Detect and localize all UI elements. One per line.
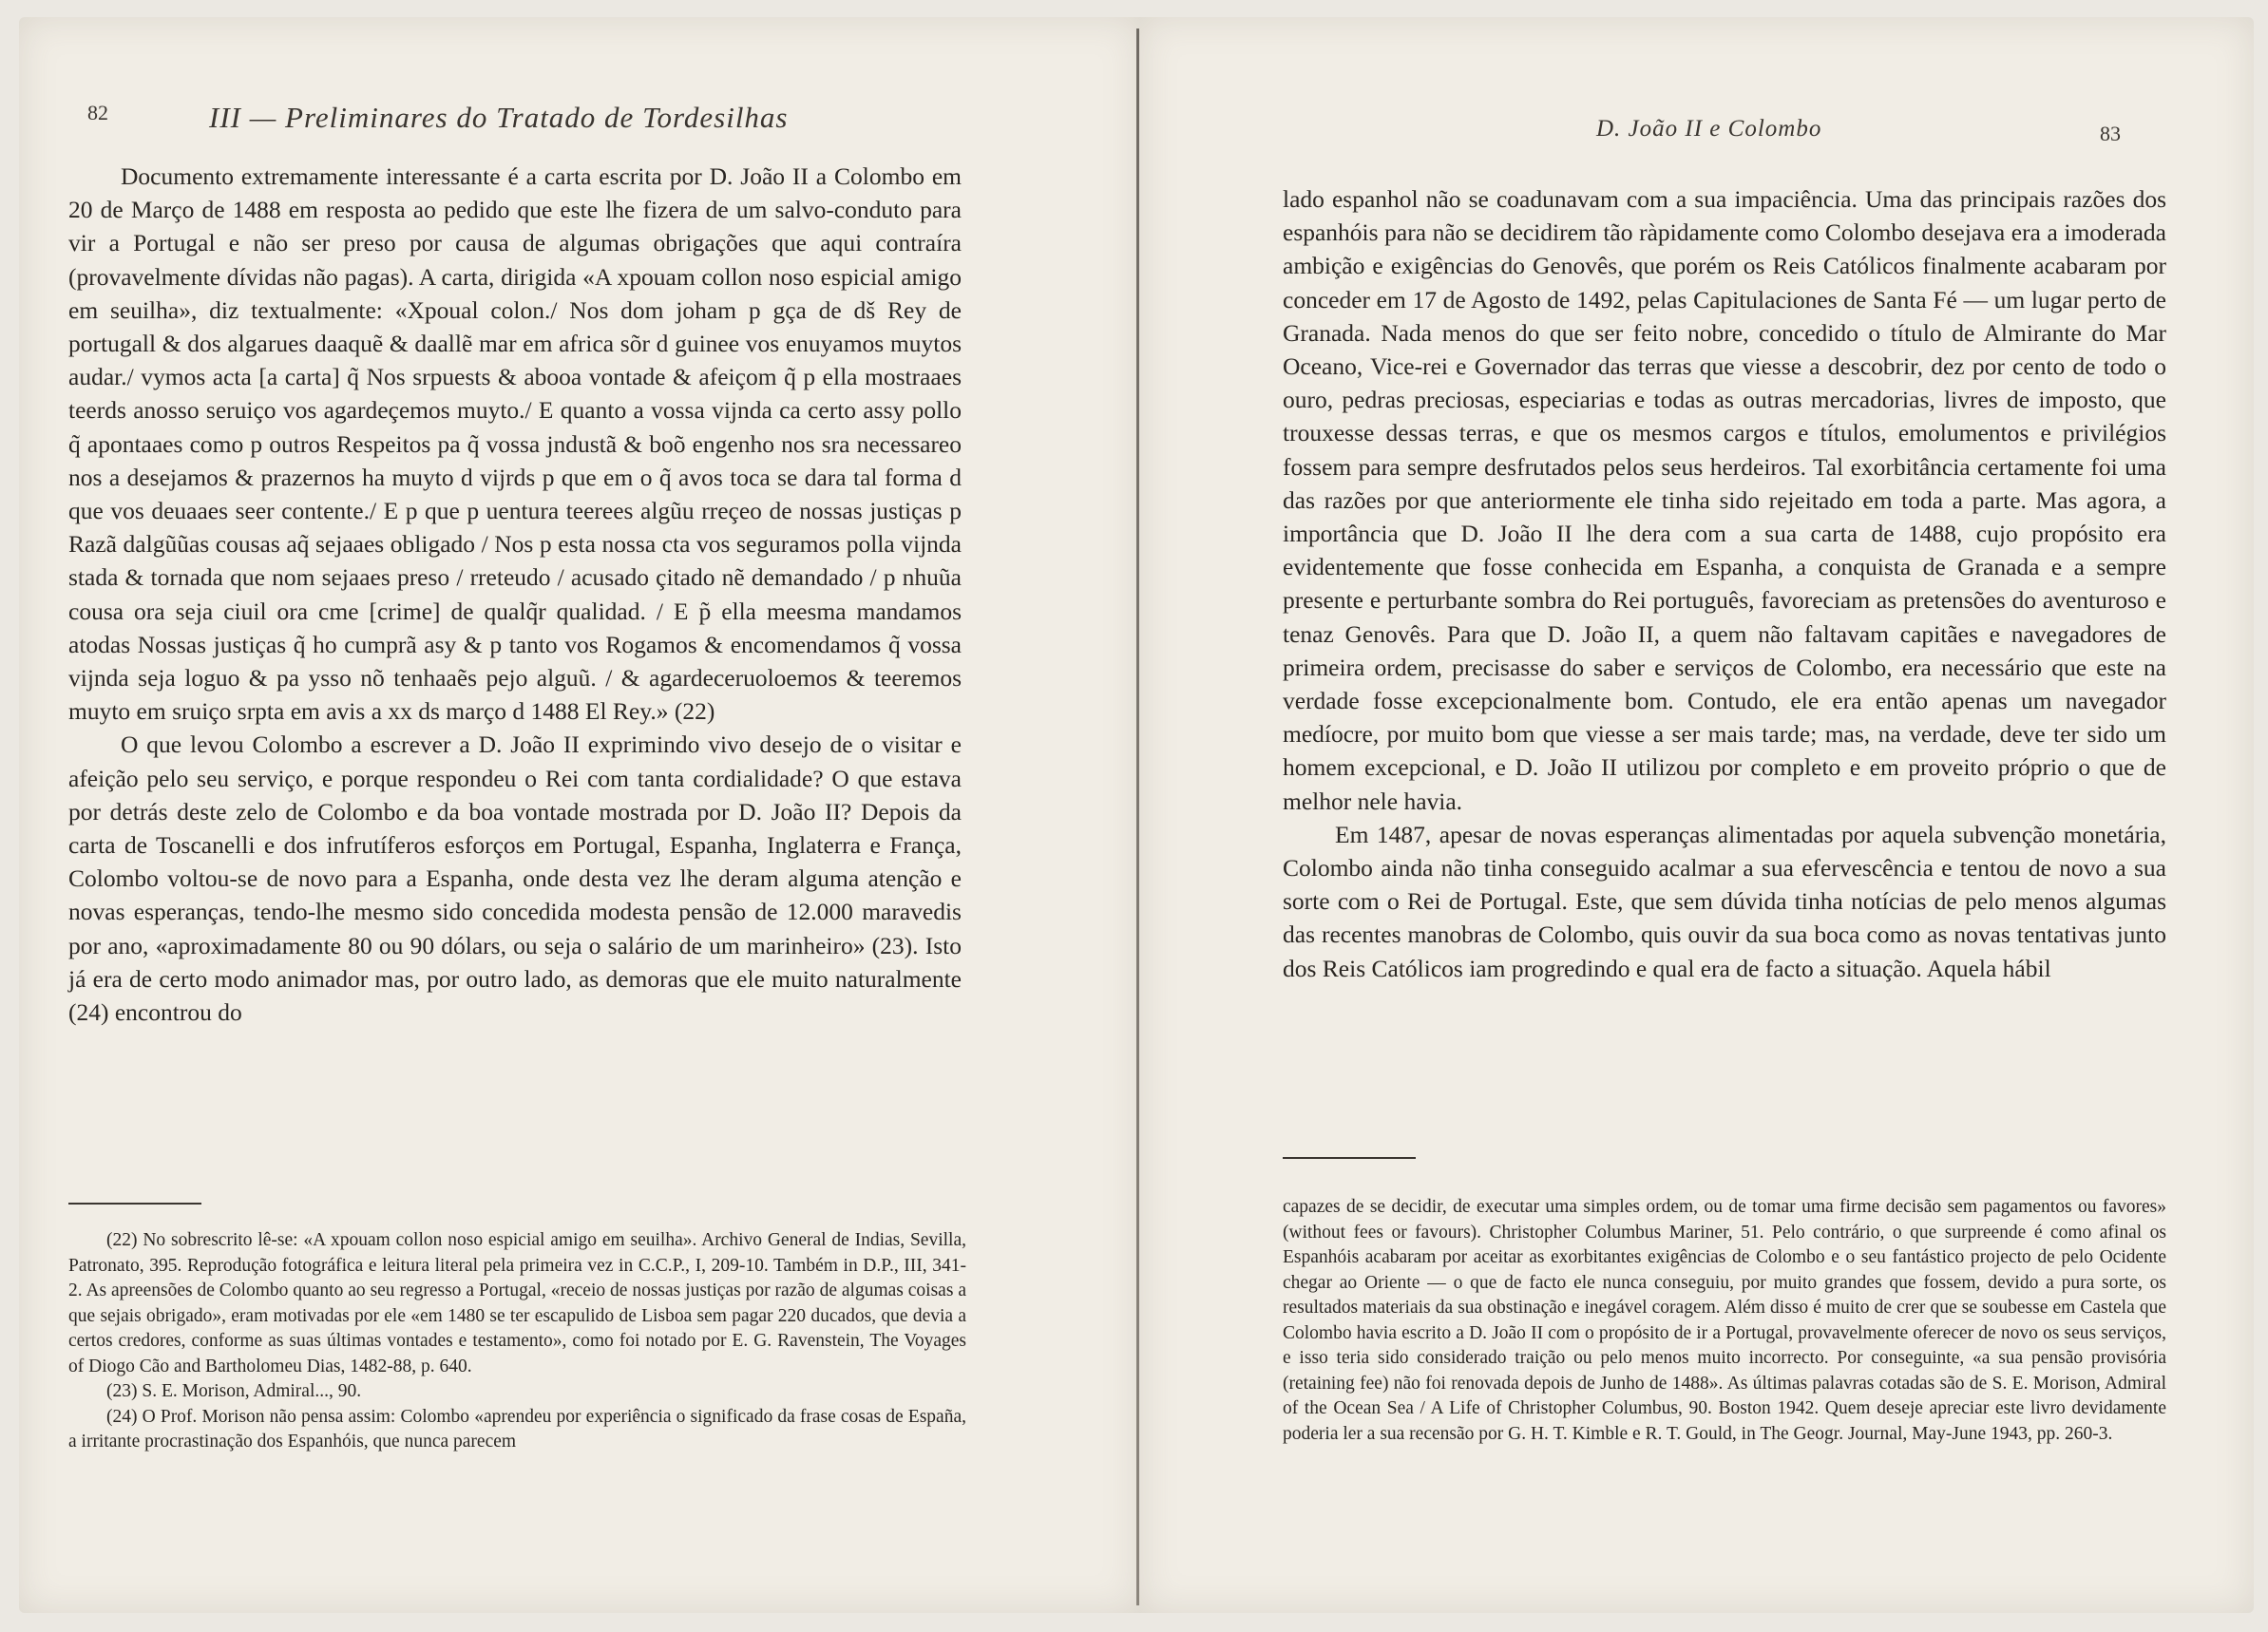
body-text xyxy=(1283,182,2166,985)
page-gutter xyxy=(1136,28,1139,1605)
left-page xyxy=(19,17,1140,1613)
footnotes xyxy=(68,1228,966,1455)
page-number: 83 xyxy=(2100,122,2121,145)
running-head: D. João II e Colombo xyxy=(1596,116,1822,142)
footnotes xyxy=(1283,1195,2166,1447)
page-number: 82 xyxy=(87,101,108,124)
footnote: capazes de se decidir, de executar uma simples ordem, ou de tomar uma firme decisão sem pagamentos ou favores» (without fees or favours). Christopher Columbus Mariner, 51. Pelo contrário, o que surpreende é como afinal os Espanhóis acabaram por aceitar as exorbitantes exigências de Colombo e o seu fantástico projecto de pelo Ocidente chegar ao Oriente — o que de facto ele nunca conseguiu, por muito grandes que fossem, devido a pura sorte, os resultados materiais da sua obstinação e inegável coragem. Além disso é muito de crer que se soubesse em Castela que Colombo havia escrito a D. João II com o propósito de ir a Portugal, provavelmente oferecer de novo os seus serviços, e isso teria sido considerado traição ou pelo menos muito incorrecto. Por conseguinte, «a sua pensão provisória (retaining fee) não foi renovada depois de Junho de 1488». As últimas palavras cotadas são de S. E. Morison, Admiral of the Ocean Sea / A Life of Christopher Columbus, 90. Boston 1942. Quem deseje apreciar este livro devidamente poderia ler a sua recensão por G. H. T. Kimble e R. T. Gould, in The Geogr. Journal, May-June 1943, pp. 260-3. xyxy=(1283,1197,2166,1444)
running-head: III — Preliminares do Tratado de Tordesilhas xyxy=(209,101,789,134)
footnote: (23) S. E. Morison, Admiral..., 90. xyxy=(106,1381,362,1401)
footnote: (22) No sobrescrito lê-se: «A xpouam collon noso espicial amigo em seuilha». Archivo General de Indias, Sevilla, Patronato, 395. Reprodução fotográfica e leitura literal pela primeira vez in C.C.P., I, 209-10. Também in D.P., III, 341-2. As apreensões de Colombo quanto ao seu regresso a Portugal, «receio de nossas justiças por razão de algumas coisas a que sejais obrigado», eram motivadas por ele «em 1480 se ter escapulido de Lisboa sem pagar 220 ducados, que devia a certos credores, conforme as suas últimas vontades e testamento», como foi notado por E. G. Ravenstein, The Voyages of Diogo Cão and Bartholomeu Dias, 1482-88, p. 640. xyxy=(68,1230,966,1376)
footnote-rule xyxy=(1283,1157,1416,1159)
paragraph: lado espanhol não se coadunavam com a sua impaciência. Uma das principais razões dos espanhóis para não se decidirem tão ràpidamente como Colombo desejava era a imoderada ambição e exigências do Genovês, que porém os Reis Católicos finalmente acabaram por conceder em 17 de Agosto de 1492, pelas Capitulaciones de Santa Fé — um lugar perto de Granada. Nada menos do que ser feito nobre, concedido o título de Almirante do Mar Oceano, Vice-rei e Governador das terras que viesse a descobrir, dez por cento de todo o ouro, pedras preciosas, especiarias e todas as outras mercadorias, livres de imposto, que trouxesse dessas terras, e que os mesmos cargos e títulos, emolumentos e privilégios fossem para sempre desfrutados pelos seus herdeiros. Tal exorbitância certamente foi uma das razões por que anteriormente ele tinha sido rejeitado em toda a parte. Mas agora, a importância que D. João II lhe dera com a sua carta de 1488, cujo propósito era evidentemente que fosse conhecida em Espanha, a conquista de Granada e a sempre presente e perturbante sombra do Rei português, favoreciam as pretensões do aventuroso e tenaz Genovês. Para que D. João II, a quem não faltavam capitães e navegadores de primeira ordem, precisasse do saber e serviços de Colombo, era necessário que este na verdade fosse excepcionalmente bom. Contudo, ele era então apenas um navegador medíocre, por muito bom que viesse a ser mais tarde; mas, na verdade, deve ter sido um homem excepcional, e D. João II utilizou por completo e em proveito próprio o que de melhor nele havia. xyxy=(1283,185,2166,815)
paragraph: Em 1487, apesar de novas esperanças alimentadas por aquela subvenção monetária, Colombo ainda não tinha conseguido acalmar a sua efervescência e tentou de novo a sua sorte com o Rei de Portugal. Este, que sem dúvida tinha notícias de pelo menos algumas das recentes manobras de Colombo, quis ouvir da sua boca como as novas tentativas junto dos Reis Católicos iam progredindo e qual era de facto a situação. Aquela hábil xyxy=(1283,820,2166,982)
paragraph: Documento extremamente interessante é a carta escrita por D. João II a Colombo em 20 de Março de 1488 em resposta ao pedido que este lhe fizera de um salvo-conduto para vir a Portugal e não ser preso por causa de algumas obrigações que aqui contraíra (provavelmente dívidas não pagas). A carta, dirigida «A xpouam collon noso espicial amigo em seuilha», diz textualmente: «Xpoual colon./ Nos dom joham p gça de dš Rey de portugall & dos algarues daaquẽ & daallẽ mar em africa sõr d guinee vos enuyamos muytos audar./ vymos acta [a carta] q̃ Nos srpuests & abooa vontade & afeiçom q̃ p ella mostraaes teerds anosso seruiço vos agardeçemos muyto./ E quanto a vossa vijnda ca certo assy pollo q̃ apontaaes como p outros Respeitos pa q̃ vossa jndustã & boõ engenho nos sra necessareo nos a desejamos & prazernos ha muyto d vijrds p que em o q̃ avos toca se dara tal forma d que vos deuaaes seer contente./ E p que p uentura teerees algũu rreçeo de nossas justiças p Razã dalgũũas cousas aq̃ sejaaes obligado / Nos p esta nossa cta vos seguramos polla vijnda stada & tornada que nom sejaaes preso / rreteudo / acusado çitado nẽ demandado / p nhuũa cousa ora seja ciuil ora cme [crime] de qualq̃r qualidad. / E p̃ ella meesma mandamos atodas Nossas justiças q̃ ho cumprã asy & p tanto vos Rogamos & encomendamos q̃ vossa vijnda seja loguo & pa ysso nõ tenhaaẽs pejo alguũ. / & agardeceruoloemos & teeremos muyto em sruiço srpta em avis a xx ds março d 1488 El Rey.» (22) xyxy=(68,162,962,726)
paragraph: O que levou Colombo a escrever a D. João II exprimindo vivo desejo de o visitar e afeição pelo seu serviço, e porque respondeu o Rei com tanta cordialidade? O que estava por detrás deste zelo de Colombo e da boa vontade mostrada por D. João II? Depois da carta de Toscanelli e dos infrutíferos esforços em Portugal, Espanha, Inglaterra e França, Colombo voltou-se de novo para a Espanha, onde desta vez lhe deram alguma atenção e novas esperanças, tendo-lhe mesmo sido concedida modesta pensão de 12.000 maravedis por ano, «aproximadamente 80 ou 90 dólars, ou seja o salário de um marinheiro» (23). Isto já era de certo modo animador mas, por outro lado, as demoras que ele muito naturalmente (24) encontrou do xyxy=(68,731,962,1027)
footnote-rule xyxy=(68,1203,201,1205)
footnote: (24) O Prof. Morison não pensa assim: Colombo «aprendeu por experiência o significado da frase cosas de España, a irritante procrastinação dos Espanhóis, que nunca parecem xyxy=(68,1406,966,1452)
body-text xyxy=(68,160,962,1029)
right-page xyxy=(1140,17,2254,1613)
